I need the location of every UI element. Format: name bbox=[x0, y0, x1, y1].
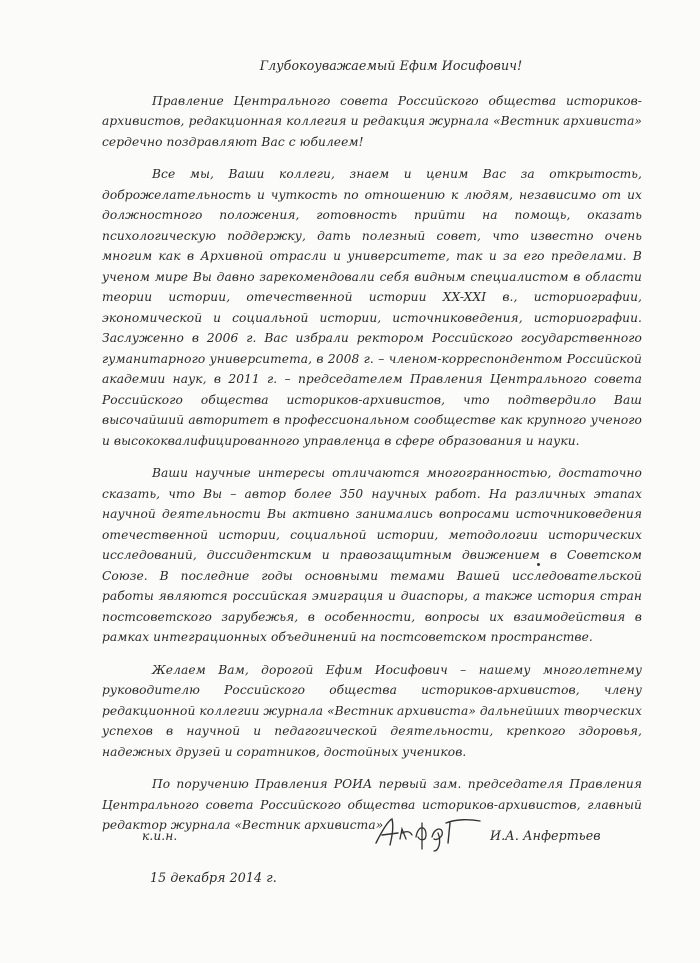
ink-dot bbox=[537, 563, 540, 566]
paragraph-wishes: Желаем Вам, дорогой Ефим Иосифович – нашему многолетнему руководителю Российского общества историков-архивистов, члену редакционной коллегии журнала «Вестник архивиста» дальнейших творческих успехов в научной и педагогической деятельности, крепкого здоровья, надежных друзей и соратников, достойных учеников. bbox=[102, 662, 642, 759]
salutation: Глубокоуважаемый Ефим Иосифович! bbox=[259, 58, 523, 73]
paragraph-congratulation: Правление Центрального совета Российского общества историков-архивистов, редакционная коллегия и редакция журнала «Вестник архивиста» сердечно поздравляют Вас с юбилеем! bbox=[102, 93, 642, 149]
academic-degree: к.и.н. bbox=[142, 829, 178, 843]
letter-body bbox=[102, 50, 642, 848]
signer-name: И.А. Анфертьев bbox=[490, 828, 601, 843]
paragraph-research: Ваши научные интересы отличаются многогранностью, достаточно сказать, что Вы – автор более 350 научных работ. На различных этапах научной деятельности Вы активно занимались вопросами источниковедения отечественной истории, социальной истории, методологии исторических исследований, диссидентским и правозащитным движением в Советском Союзе. В последние годы основными темами Вашей исследовательской работы являются российская эмиграция и диаспоры, а также история стран постсоветского зарубежья, в особенности, вопросы их взаимодействия в рамках интеграционных объединений на постсоветском пространстве. bbox=[102, 466, 642, 644]
letter-date: 15 декабря 2014 г. bbox=[150, 870, 277, 885]
paragraph-authority: По поручению Правления РОИА первый зам. председателя Правления Центрального совета Российского общества историков-архивистов, главный редактор журнала «Вестник архивиста» bbox=[102, 777, 642, 832]
paragraph-merits: Все мы, Ваши коллеги, знаем и ценим Вас за открытость, доброжелательность и чуткость по отношению к людям, независимо от их должностного положения, готовность прийти на помощь, оказать психологическую поддержку, дать полезный совет, что известно очень многим как в Архивной отрасли и университете, так и за его пределами. В ученом мире Вы давно зарекомендовали себя видным специалистом в области теории истории, отечественной истории XX-XXI в., историографии, экономической и социальной истории, источниковедения, историографии. Заслуженно в 2006 г. Вас избрали ректором Российского государственного гуманитарного университета, в 2008 г. – членом-корреспондентом Российской академии наук, в 2011 г. – председателем Правления Центрального совета Российского общества историков-архивистов, что подтвердило Ваш высочайший авторитет в профессиональном сообществе как крупного ученого и высококвалифицированного управленца в сфере образования и науки. bbox=[102, 167, 642, 448]
handwritten-signature bbox=[372, 813, 492, 853]
